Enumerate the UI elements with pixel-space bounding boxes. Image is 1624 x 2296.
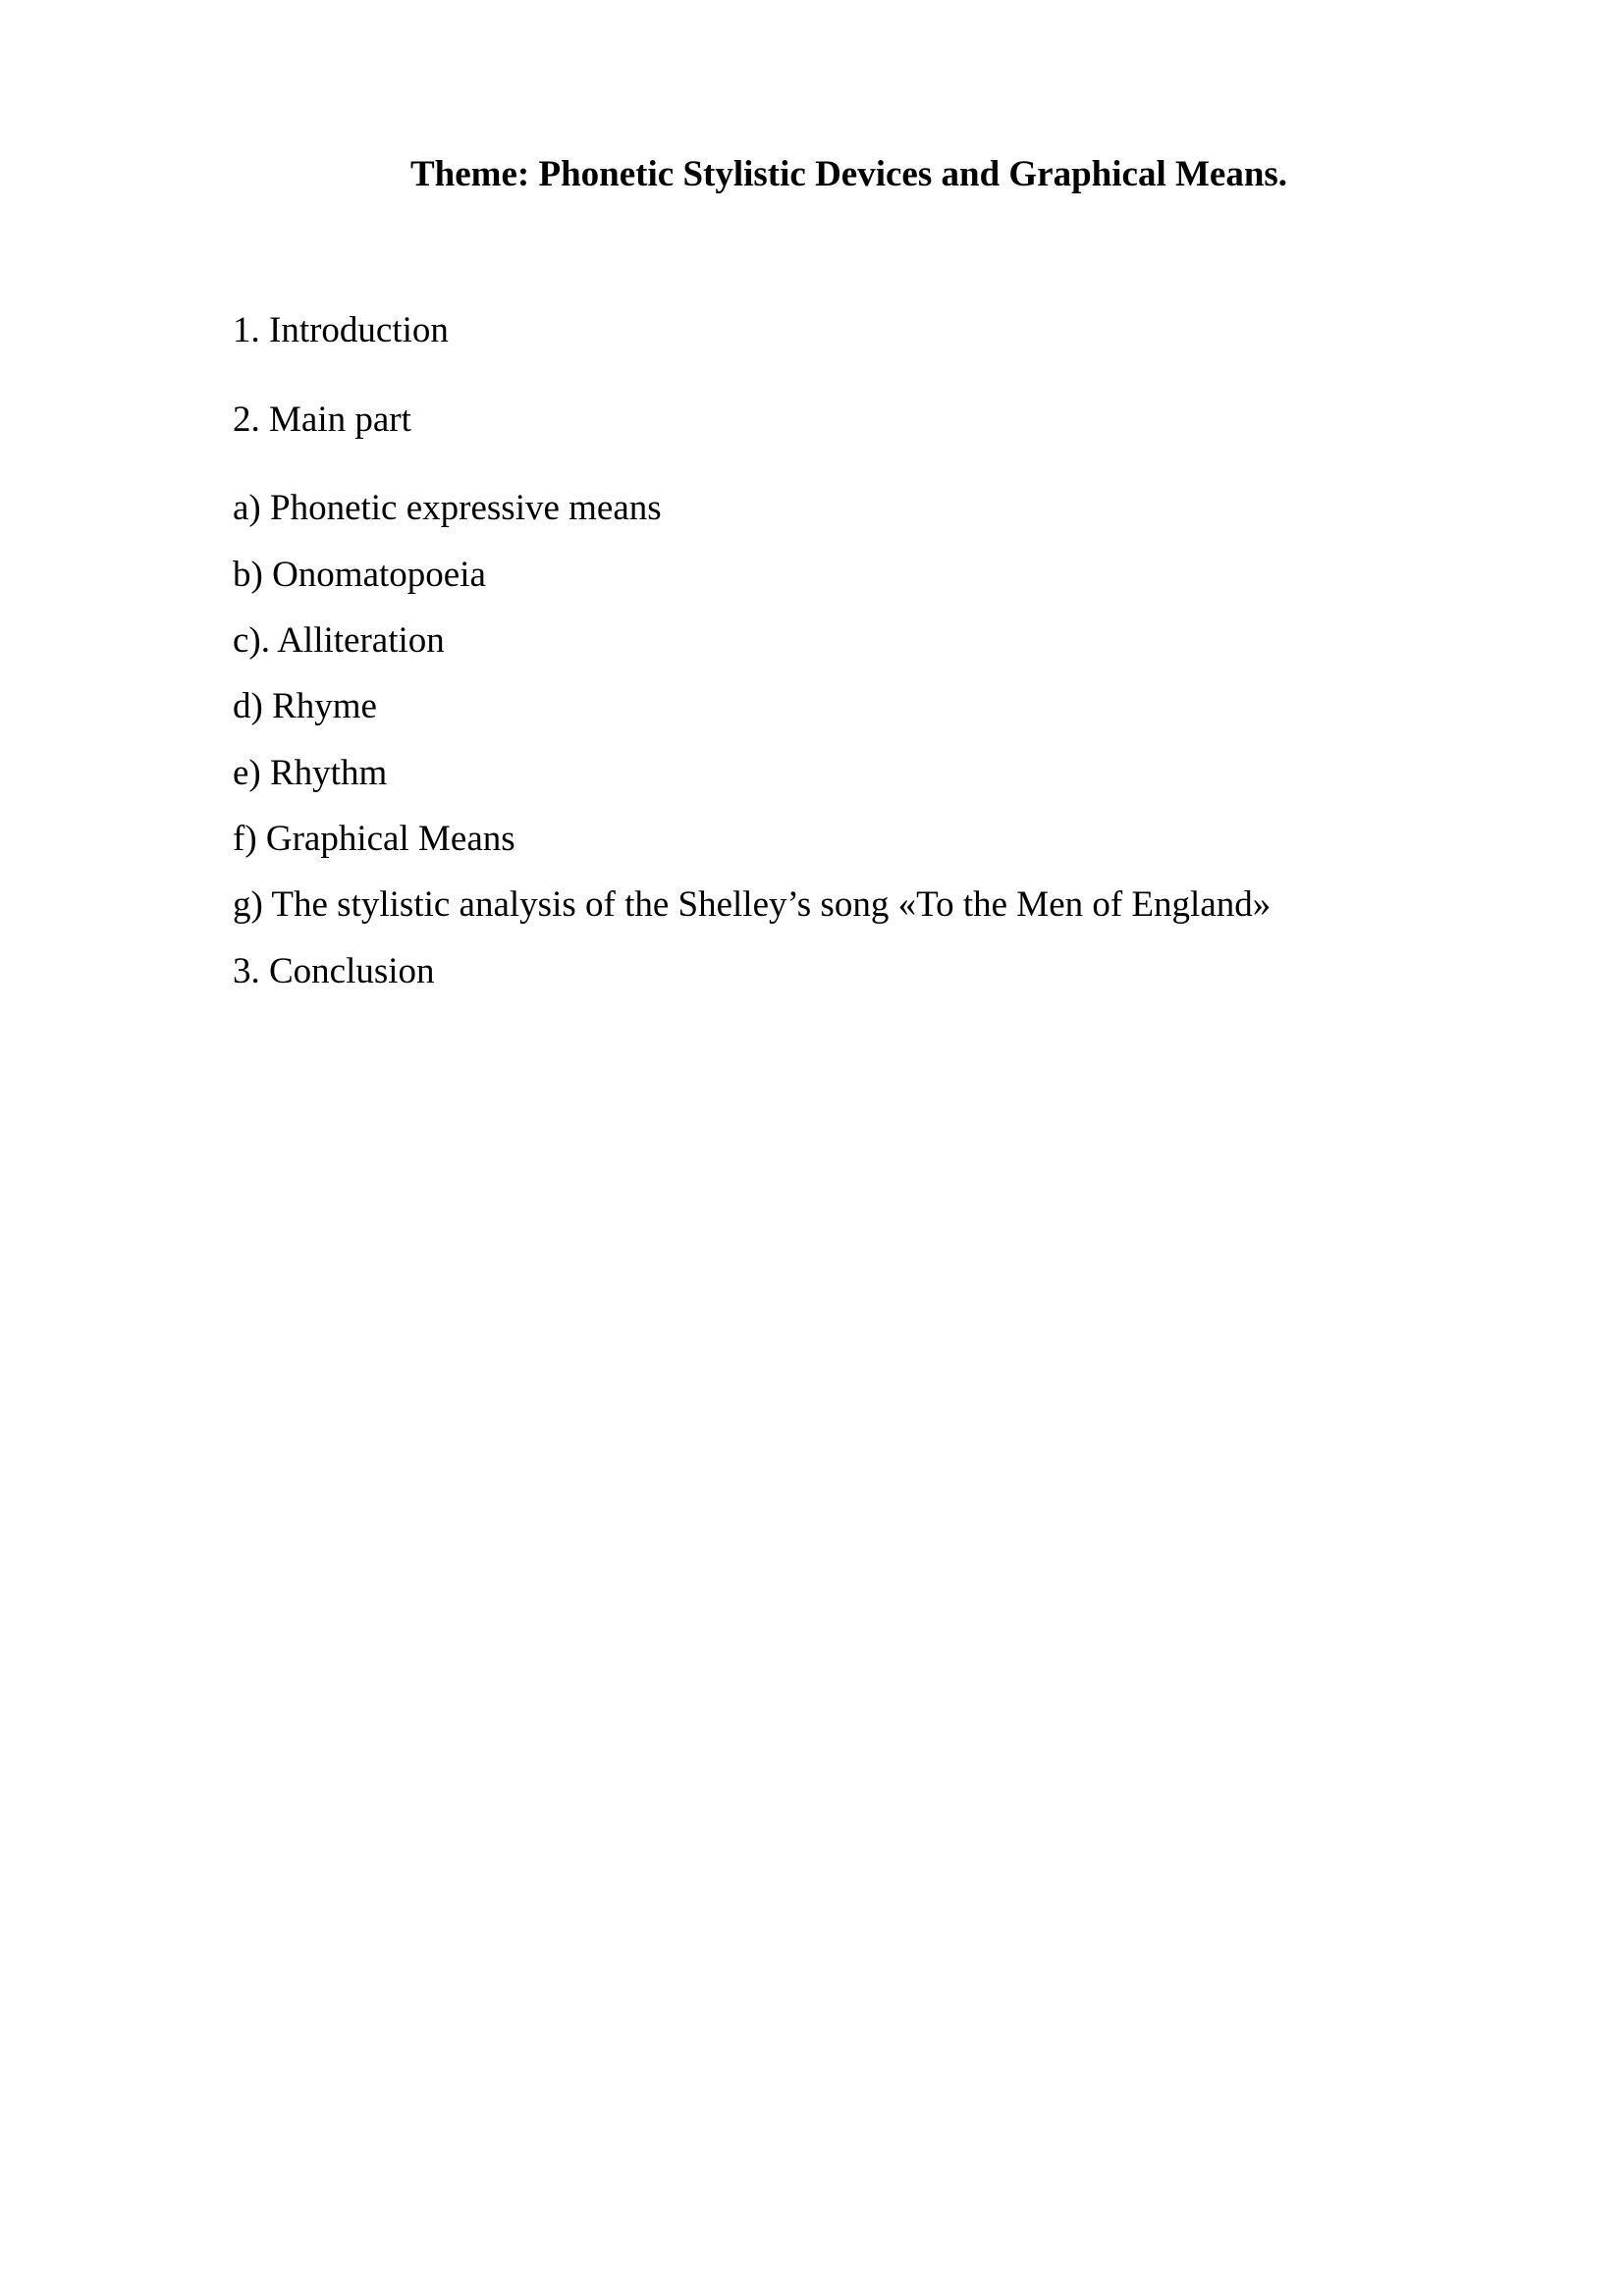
document-title: Theme: Phonetic Stylistic Devices and Graphical Means. [410,154,1288,194]
outline-item-rhyme: d) Rhyme [233,686,377,726]
outline-item-conclusion: 3. Conclusion [233,951,435,991]
outline-item-onomatopoeia: b) Onomatopoeia [233,555,486,595]
outline-item-rhythm: e) Rhythm [233,753,388,793]
outline-item-stylistic-analysis: g) The stylistic analysis of the Shelley’s song «To the Men of England» [233,884,1272,925]
outline-item-introduction: 1. Introduction [233,310,449,350]
outline-item-alliteration: c). Alliteration [233,620,445,661]
outline-item-phonetic-expressive-means: a) Phonetic expressive means [233,488,662,528]
outline-item-graphical-means: f) Graphical Means [233,819,515,859]
outline-item-main-part: 2. Main part [233,400,411,440]
